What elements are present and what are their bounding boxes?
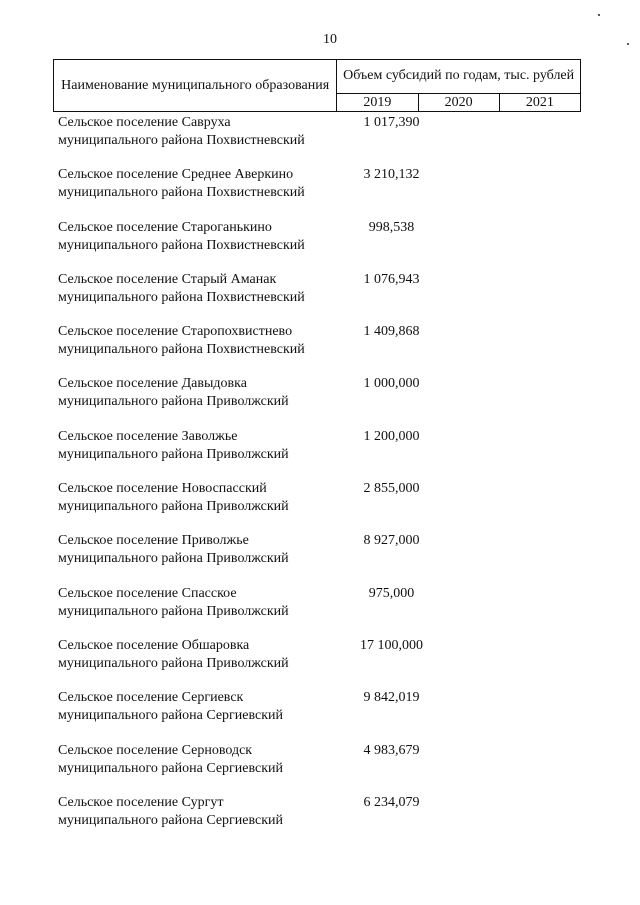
table-row <box>58 585 578 637</box>
subsidy-2019-value: 1 200,000 <box>363 428 420 444</box>
municipality-name <box>58 166 348 202</box>
subsidy-2019-value: 4 983,679 <box>363 742 420 758</box>
municipality-district: муниципального района Приволжский <box>58 446 289 462</box>
scan-speck <box>627 43 629 45</box>
table-row <box>58 323 578 375</box>
table-row <box>58 637 578 689</box>
subsidy-2019-value: 1 000,000 <box>363 376 420 392</box>
municipality-settlement: Сельское поселение Савруха <box>58 115 231 130</box>
municipality-settlement: Сельское поселение Давыдовка <box>58 376 247 392</box>
municipality-district: муниципального района Приволжский <box>58 655 289 671</box>
year-header-2021: 2021 <box>499 93 580 111</box>
municipality-name <box>58 689 348 725</box>
municipality-district: муниципального района Похвистневский <box>58 342 305 358</box>
municipality-settlement: Сельское поселение Обшаровка <box>58 637 250 653</box>
municipality-settlement: Сельское поселение Новоспасский <box>58 481 267 497</box>
municipality-settlement: Сельское поселение Старый Аманак <box>58 271 277 287</box>
municipality-name <box>58 480 348 516</box>
municipality-settlement: Сельское поселение Сургут <box>58 794 224 810</box>
municipality-name <box>58 375 348 411</box>
table-row <box>58 689 578 741</box>
year-header-2020: 2020 <box>418 93 499 111</box>
table-row <box>58 271 578 323</box>
municipality-name <box>58 271 348 307</box>
municipality-name <box>58 532 348 568</box>
municipality-district: муниципального района Похвистневский <box>58 185 305 201</box>
subsidy-2019-value: 6 234,079 <box>363 794 420 810</box>
municipality-settlement: Сельское поселение Приволжье <box>58 533 249 549</box>
municipality-name <box>58 794 348 830</box>
subsidy-2019-value: 9 842,019 <box>363 690 420 706</box>
municipality-district: муниципального района Приволжский <box>58 551 289 567</box>
municipality-district: муниципального района Сергиевский <box>58 812 284 828</box>
municipality-district: муниципального района Похвистневский <box>58 289 305 305</box>
subsidy-2019-value: 1 409,868 <box>363 324 420 340</box>
municipality-district: муниципального района Приволжский <box>58 603 289 619</box>
municipality-settlement: Сельское поселение Среднее Аверкино <box>58 167 294 183</box>
municipality-name-header: Наименование муниципального образования <box>54 60 337 112</box>
municipality-settlement: Сельское поселение Спасское <box>58 585 237 601</box>
municipality-name <box>58 585 348 621</box>
municipality-name <box>58 428 348 464</box>
subsidy-2019-value: 1 017,390 <box>363 115 420 130</box>
municipality-name <box>58 323 348 359</box>
municipality-district: муниципального района Похвистневский <box>58 133 305 148</box>
municipality-settlement: Сельское поселение Серноводск <box>58 742 253 758</box>
municipality-name <box>58 219 348 255</box>
subsidy-2019-value: 3 210,132 <box>363 167 420 183</box>
table-row <box>58 219 578 271</box>
municipality-district: муниципального района Приволжский <box>58 499 289 515</box>
subsidy-2019-value: 2 855,000 <box>363 481 420 497</box>
table-row <box>58 480 578 532</box>
scan-speck <box>598 14 600 16</box>
municipality-district: муниципального района Сергиевский <box>58 708 284 724</box>
table-row <box>58 794 578 846</box>
subsidy-2019-value: 8 927,000 <box>363 533 420 549</box>
municipality-name <box>58 742 348 778</box>
table-row <box>58 532 578 584</box>
municipality-name <box>58 637 348 673</box>
subsidy-2019-value: 975,000 <box>368 585 415 601</box>
municipality-settlement: Сельское поселение Сергиевск <box>58 690 244 706</box>
subsidy-rows <box>58 114 578 846</box>
municipality-name <box>58 114 348 150</box>
municipality-district: муниципального района Похвистневский <box>58 237 305 253</box>
subsidy-volume-header: Объем субсидий по годам, тыс. рублей <box>337 60 581 94</box>
municipality-settlement: Сельское поселение Старопохвистнево <box>58 324 293 340</box>
subsidy-2019-value: 998,538 <box>368 219 415 235</box>
table-row <box>58 114 578 166</box>
year-header-2019: 2019 <box>337 93 418 111</box>
municipality-district: муниципального района Сергиевский <box>58 760 284 776</box>
page-number: 10 <box>323 32 337 47</box>
municipality-settlement: Сельское поселение Заволжье <box>58 428 238 444</box>
subsidy-2019-value: 1 076,943 <box>363 271 420 287</box>
subsidy-table-header <box>53 59 581 112</box>
subsidy-2019-value: 17 100,000 <box>360 637 423 653</box>
municipality-district: муниципального района Приволжский <box>58 394 289 410</box>
table-row <box>58 428 578 480</box>
table-row <box>58 166 578 218</box>
municipality-settlement: Сельское поселение Староганькино <box>58 219 272 235</box>
table-row <box>58 375 578 427</box>
table-row <box>58 742 578 794</box>
